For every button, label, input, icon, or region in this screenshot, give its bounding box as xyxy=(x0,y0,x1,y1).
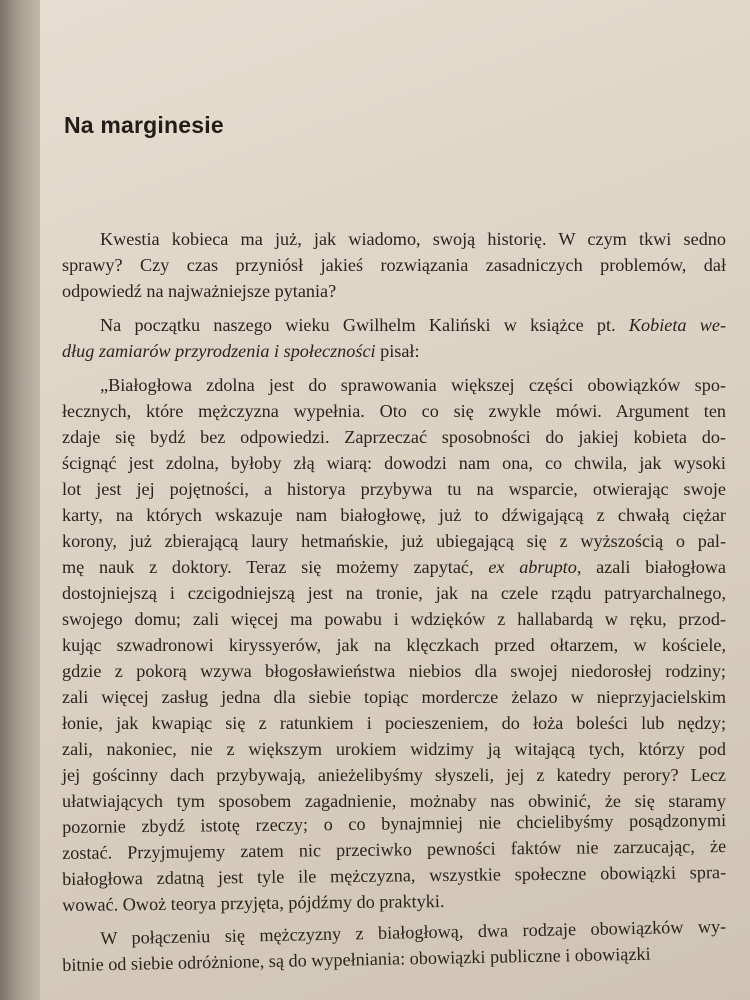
text-line: zali, nakoniec, nie z większym urokiem widzimy ją witającą tych, którzy pod xyxy=(62,739,726,759)
text-line: zali więcej zasług jedna dla siebie topiąc mordercze żelazo w nieprzyjacielskim xyxy=(62,687,726,707)
text-line: gdzie z pokorą wzywa błogosławieństwa niebios dla swojej niedorosłej rodziny; xyxy=(62,661,726,681)
italic-run: ex abrupto xyxy=(488,557,577,577)
text-run: pisał: xyxy=(375,341,420,361)
text-line: „Białogłowa zdolna jest do sprawowania większej części obowiązków spo- xyxy=(100,375,726,395)
text-line: białogłowa zdatną jest tyle ile mężczyzna, wszystkie społeczne obowiązki spra- xyxy=(62,862,727,889)
text-line xyxy=(62,338,726,364)
chapter-heading: Na marginesie xyxy=(64,112,224,138)
italic-run: dług zamiarów przyrodzenia i społeczności xyxy=(62,341,376,361)
text-line: ścignąć jest zdolna, byłoby złą wiarą: dowodzi nam ona, co chwila, jak wysoki xyxy=(62,453,726,473)
paragraph xyxy=(62,916,727,978)
text-run: , azali białogłowa xyxy=(576,557,727,577)
text-line: zdaje się bydź bez odpowiedzi. Zaprzeczać sposobności do jakiej kobieta do- xyxy=(62,427,726,447)
paragraph xyxy=(62,372,726,918)
text-run: Na początku naszego wieku Gwilhelm Kaliński w książce pt. xyxy=(100,315,629,335)
text-line xyxy=(62,554,726,580)
text-line: łecznych, które mężczyzna wypełnia. Oto co się zwykle mówi. Argument ten xyxy=(62,401,726,421)
text-line: bitnie od siebie odróżnione, są do wypełniania: obowiązki publiczne i obowiązki xyxy=(62,943,651,975)
text-line: swojego domu; zali więcej ma powabu i wdzięków z hallabardą w ręku, przod- xyxy=(62,609,726,629)
book-spine-shadow xyxy=(0,0,40,1000)
body-text xyxy=(62,226,726,978)
text-line: sprawy? Czy czas przyniósł jakieś rozwiązania zasadniczych problemów, dał xyxy=(62,255,726,275)
text-line: kując szwadronowi kiryssyerów, jak na klęczkach przed ołtarzem, w kościele, xyxy=(62,635,726,655)
paragraph xyxy=(62,312,726,364)
text-line: jej gościnny dach przybywają, anieżelibyśmy słyszeli, jej z katedry perory? Lecz xyxy=(62,765,726,785)
text-line: Kwestia kobieca ma już, jak wiadomo, swoją historię. W czym tkwi sedno xyxy=(100,229,726,249)
text-line: pozornie zbydź istotę rzeczy; o co bynajmniej nie chcielibyśmy posądzonymi xyxy=(62,810,727,837)
text-line: W połączeniu się mężczyzny z białogłową, dwa rodzaje obowiązków wy- xyxy=(100,916,727,949)
text-line: łonie, jak kwapiąc się z ratunkiem i pocieszeniem, do łoża boleści lub nędzy; xyxy=(62,713,726,733)
italic-run: Kobieta we- xyxy=(628,315,726,335)
text-line: lot jest jej pojętności, a historya przybywa tu na wsparcie, otwierając swoje xyxy=(62,479,726,499)
text-line: zostać. Przyjmujemy zatem nic przeciwko pewności faktów nie zarzucając, że xyxy=(62,836,727,863)
text-line: odpowiedź na najważniejsze pytania? xyxy=(62,281,337,301)
text-line: dostojniejszą i czcigodniejszą jest na tronie, jak na czele rządu patryarchalnego, xyxy=(62,583,726,603)
text-line: korony, już zbierającą laury hetmańskie, już ubiegającą się z wyższością o pal- xyxy=(62,531,726,551)
paragraph xyxy=(62,226,726,304)
text-run: mę nauk z doktory. Teraz się możemy zapytać, xyxy=(62,557,489,577)
bleed-through-text xyxy=(160,0,740,58)
book-page xyxy=(40,0,750,1000)
text-line: ułatwiających tym sposobem zagadnienie, możnaby nas obwinić, że się staramy xyxy=(62,791,726,811)
text-line: karty, na których wskazuje nam białogłowę, już to dźwigającą z chwałą ciężar xyxy=(62,505,726,525)
text-line: wować. Owoż teorya przyjęta, pójdźmy do praktyki. xyxy=(62,890,445,915)
text-line xyxy=(62,312,726,338)
